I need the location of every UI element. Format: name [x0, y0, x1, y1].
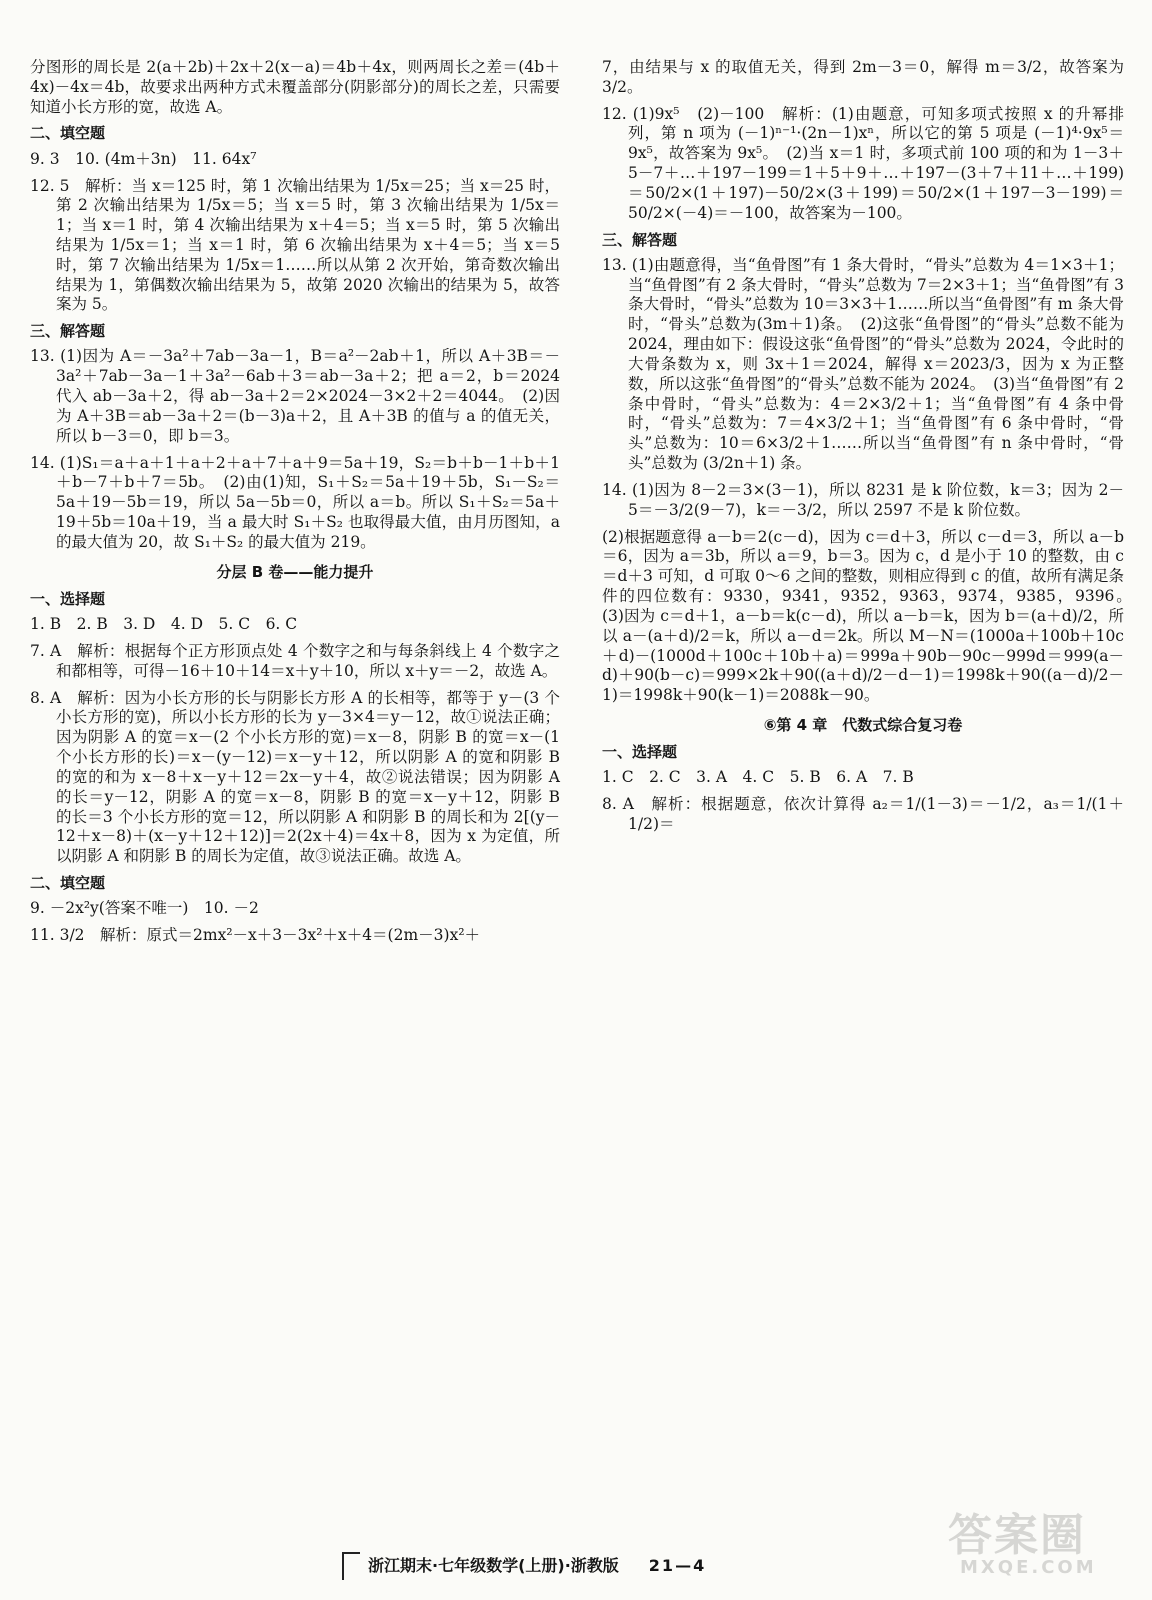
left-column — [30, 58, 560, 953]
section-heading: 三、解答题 — [602, 230, 678, 249]
question-14-part1: 14. (1)因为 8－2＝3×(3－1)，所以 8231 是 k 阶位数，k＝3；因为 2－5＝－3/2(9－7)，k＝－3/2，所以 2597 不是 k 阶位数。 — [602, 480, 1124, 519]
footer-bracket-icon — [342, 1552, 360, 1580]
question-13: 13. (1)因为 A＝－3a²＋7ab－3a－1，B＝a²－2ab＋1，所以 A＋3B＝－3a²＋7ab－3a－1＋3a²－6ab＋3＝ab－3a＋2；把 a＝2，b＝2024 代入 ab－3a＋2，得 ab－3a＋2＝2×2024－3×2＋2＝4044。 (2)因为 A＋3B＝ab－3a＋2＝(b－3)a＋2，且 A＋3B 的值与 a 的值无关，所以 b－3＝0，即 b＝3。 — [30, 347, 560, 445]
paragraph: 分图形的周长是 2(a＋2b)＋2x＋2(x－a)＝4b＋4x，则两周长之差＝(4b＋4x)－4x＝4b，故要求出两种方式未覆盖部分(阴影部分)的周长之差，只需要知道小长方形的宽，故选 A。 — [30, 58, 560, 116]
watermark-logo — [942, 1508, 1122, 1582]
question-14: 14. (1)S₁＝a＋a＋1＋a＋2＋a＋7＋a＋9＝5a＋19，S₂＝b＋b－1＋b＋1＋b－7＋b＋7＝5b。 (2)由(1)知，S₁＋S₂＝5a＋19＋5b，S₁－S₂＝5a＋19－5b＝19，所以 5a－5b＝0，所以 a＝b。所以 S₁＋S₂＝5a＋19＋5b＝10a＋19，当 a 最大时 S₁＋S₂ 也取得最大值，由月历图知，a 的最大值为 20，故 S₁＋S₂ 的最大值为 219。 — [30, 453, 560, 551]
question-8: 8. A 解析：因为小长方形的长与阴影长方形 A 的长相等，都等于 y－(3 个小长方形的宽)，所以小长方形的长为 y－3×4＝y－12，故①说法正确；因为阴影 A 的宽＝x－(2 个小长方形的宽)＝x－8，阴影 B 的宽＝x－(1 个小长方形的长)＝x－(y－12)＝x－y＋12，所以阴影 A 的宽和阴影 B 的宽的和为 x－8＋x－y＋12＝2x－y＋4，故②说法错误；因为阴影 A 的长＝y－12，阴影 A 的宽＝x－8，阴影 B 的宽＝x－y＋12，阴影 B 的长＝3 个小长方形的宽＝12，所以阴影 A 和阴影 B 的周长和为 2[(y－12＋x－8)＋(x－y＋12＋12)]＝2(2x＋4)＝4x＋8，因为 x 为定值，所以阴影 A 和阴影 B 的周长为定值，故③说法正确。故选 A。 — [30, 688, 560, 866]
section-heading: 一、选择题 — [30, 589, 106, 608]
answer-line: 9. －2x²y(答案不唯一) 10. －2 — [30, 899, 259, 918]
answer-line: 1. C 2. C 3. A 4. C 5. B 6. A 7. B — [602, 768, 914, 787]
question-8: 8. A 解析：根据题意，依次计算得 a₂＝1/(1－3)＝－1/2，a₃＝1/(1＋1/2)＝ — [602, 795, 1124, 834]
answer-line: 1. B 2. B 3. D 4. D 5. C 6. C — [30, 615, 298, 634]
section-heading: 二、填空题 — [30, 124, 106, 143]
watermark-url: MXQE.COM — [960, 1557, 1097, 1578]
page-footer — [342, 1548, 762, 1584]
question-7: 7. A 解析：根据每个正方形顶点处 4 个数字之和与每条斜线上 4 个数字之和都相等，可得－16＋10＋14＝x＋y＋10，所以 x＋y＝－2，故选 A。 — [30, 641, 560, 680]
question-12: 12. (1)9x⁵ (2)－100 解析：(1)由题意，可知多项式按照 x 的升幂排列，第 n 项为 (－1)ⁿ⁻¹·(2n－1)xⁿ，所以它的第 5 项是 (－1)⁴·9x⁵＝9x⁵，故答案为 9x⁵。 (2)当 x＝1 时，多项式前 100 项的和为 1－3＋5－7＋…＋197－199＝1＋5＋9＋…＋197－(3＋7＋11＋…＋199)＝50/2×(1＋197)－50/2×(3＋199)＝50/2×(1＋197－3－199)＝50/2×(－4)＝－100，故答案为－100。 — [602, 104, 1124, 222]
answer-line: 9. 3 10. (4m＋3n) 11. 64x⁷ — [30, 149, 257, 168]
watermark-text: 答案圈 — [948, 1510, 1086, 1561]
section-heading: 三、解答题 — [30, 322, 106, 341]
question-11: 11. 3/2 解析：原式＝2mx²－x＋3－3x²＋x＋4＝(2m－3)x²＋ — [30, 926, 481, 945]
section-heading: 一、选择题 — [602, 743, 678, 762]
part-title: ⑥第 4 章 代数式综合复习卷 — [763, 716, 963, 735]
question-13: 13. (1)由题意得，当“鱼骨图”有 1 条大骨时，“骨头”总数为 4＝1×3＋1；当“鱼骨图”有 2 条大骨时，“骨头”总数为 7＝2×3＋1；当“鱼骨图”有 3 条大骨时，“骨头”总数为 10＝3×3＋1……所以当“鱼骨图”有 m 条大骨时，“骨头”总数为(3m＋1)条。 (2)这张“鱼骨图”的“骨头”总数不能为 2024，理由如下：假设这张“鱼骨图”的“骨头”总数为 2024，令此时的大骨条数为 x，则 3x＋1＝2024，解得 x＝2023/3，因为 x 为正整数，所以这张“鱼骨图”的“骨头”总数不能为 2024。 (3)当“鱼骨图”有 2 条中骨时，“骨头”总数为：4＝2×3/2＋1；当“鱼骨图”有 4 条中骨时，“骨头”总数为：7＝4×3/2＋1；当“鱼骨图”有 6 条中骨时，“骨头”总数为：10＝6×3/2＋1……所以当“鱼骨图”有 n 条中骨时，“骨头”总数为 (3/2n＋1) 条。 — [602, 255, 1124, 473]
page-number: 21—4 — [648, 1555, 707, 1575]
section-heading: 二、填空题 — [30, 874, 106, 893]
part-title: 分层 B 卷——能力提升 — [216, 562, 374, 581]
right-column — [602, 58, 1140, 842]
footer-title: 浙江期末·七年级数学(上册)·浙教版 — [368, 1555, 619, 1575]
question-12: 12. 5 解析：当 x＝125 时，第 1 次输出结果为 1/5x＝25；当 x＝25 时，第 2 次输出结果为 1/5x＝5；当 x＝5 时，第 3 次输出结果为 1/5x＝1；当 x＝1 时，第 4 次输出结果为 x＋4＝5；当 x＝5 时，第 5 次输出结果为 1/5x＝1；当 x＝1 时，第 6 次输出结果为 x＋4＝5；当 x＝5 时，第 7 次输出结果为 1/5x＝1……所以从第 2 次开始，第奇数次输出结果为 1，第偶数次输出结果为 5，故第 2020 次输出的结果为 5，故答案为 5。 — [30, 176, 560, 314]
question-14-part2: (2)根据题意得 a－b＝2(c－d)，因为 c＝d＋3，所以 c－d＝3，所以 a－b＝6，因为 a＝3b，所以 a＝9，b＝3。因为 c，d 是小于 10 的整数，由 c＝d＋3 可知，d 可取 0～6 之间的整数，则相应得到 c 的值，故所有满足条件的四位数有：9330，9341，9352，9363，9374，9385，9396。 (3)因为 c＝d＋1，a－b＝k(c－d)，所以 a－b＝k，因为 b＝(a＋d)/2，所以 a－(a＋d)/2＝k，所以 a－d＝2k。所以 M－N＝(1000a＋100b＋10c＋d)－(1000d＋100c＋10b＋a)＝999a＋90b－90c－999d＝999(a－d)＋90(b－c)＝999×2k＋90((a＋d)/2－d－1)＝1998k＋90((a－d)/2－1)＝1998k＋90(k－1)＝2088k－90。 — [602, 527, 1140, 705]
paragraph: 7，由结果与 x 的取值无关，得到 2m－3＝0，解得 m＝3/2，故答案为 3/2。 — [602, 58, 1124, 96]
